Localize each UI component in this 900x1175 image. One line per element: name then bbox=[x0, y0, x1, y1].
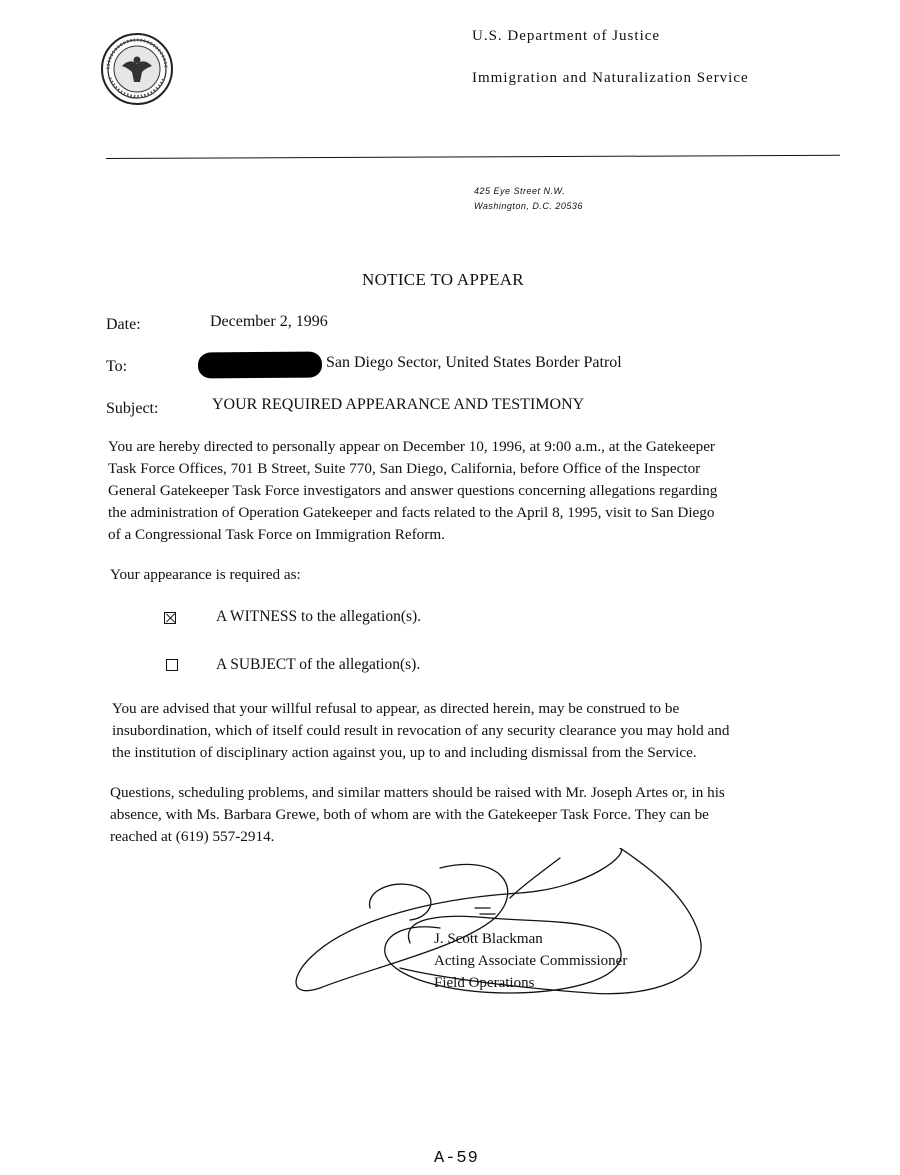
subject-value: YOUR REQUIRED APPEARANCE AND TESTIMONY bbox=[212, 396, 585, 413]
address-block bbox=[474, 184, 583, 214]
redaction-mark bbox=[198, 351, 322, 378]
signature-block bbox=[434, 928, 627, 994]
signatory-title: Acting Associate Commissioner bbox=[434, 953, 628, 969]
paragraph-line: the administration of Operation Gatekeeper and facts related to the April 8, 1995, visit to San Diego bbox=[108, 504, 715, 521]
department-name: U.S. Department of Justice bbox=[472, 28, 661, 44]
subject-option-label: A SUBJECT of the allegation(s). bbox=[216, 656, 421, 673]
advisory-paragraph bbox=[112, 698, 729, 764]
address-line-city: Washington, D.C. 20536 bbox=[474, 201, 583, 211]
address-line-street: 425 Eye Street N.W. bbox=[474, 186, 566, 196]
paragraph-line: reached at (619) 557-2914. bbox=[110, 828, 275, 845]
paragraph-line: You are advised that your willful refusal to appear, as directed herein, may be construed to be bbox=[112, 700, 680, 717]
paragraph-line: Questions, scheduling problems, and similar matters should be raised with Mr. Joseph Artes or, in his bbox=[110, 784, 725, 801]
date-value: December 2, 1996 bbox=[210, 313, 328, 330]
paragraph-line: General Gatekeeper Task Force investigators and answer questions concerning allegations regarding bbox=[108, 482, 718, 499]
appearance-intro: Your appearance is required as: bbox=[110, 566, 301, 583]
directive-paragraph bbox=[108, 436, 717, 546]
paragraph-line: Task Force Offices, 701 B Street, Suite 770, San Diego, California, before Office of the Inspector bbox=[108, 460, 701, 477]
witness-option-label: A WITNESS to the allegation(s). bbox=[216, 608, 422, 625]
page-number: A-59 bbox=[434, 1149, 479, 1168]
date-label: Date: bbox=[106, 316, 141, 333]
to-value: San Diego Sector, United States Border Patrol bbox=[326, 354, 622, 371]
paragraph-line: of a Congressional Task Force on Immigration Reform. bbox=[108, 526, 445, 543]
signatory-name: J. Scott Blackman bbox=[434, 931, 543, 947]
paragraph-line: You are hereby directed to personally appear on December 10, 1996, at 9:00 a.m., at the Gatekeeper bbox=[108, 438, 715, 455]
service-name: Immigration and Naturalization Service bbox=[472, 70, 749, 86]
doj-seal-logo bbox=[100, 32, 174, 106]
contact-paragraph bbox=[110, 782, 725, 848]
paragraph-line: insubordination, which of itself could result in revocation of any security clearance you may hold and bbox=[112, 722, 730, 739]
witness-checkbox bbox=[164, 612, 176, 624]
subject-checkbox bbox=[166, 659, 178, 671]
signatory-office: Field Operations bbox=[434, 975, 535, 991]
header-divider bbox=[106, 155, 840, 159]
document-title: NOTICE TO APPEAR bbox=[362, 270, 524, 289]
paragraph-line: the institution of disciplinary action against you, up to and including dismissal from the Service. bbox=[112, 744, 697, 761]
subject-label: Subject: bbox=[106, 400, 159, 417]
to-label: To: bbox=[106, 358, 128, 375]
paragraph-line: absence, with Ms. Barbara Grewe, both of whom are with the Gatekeeper Task Force. They can be bbox=[110, 806, 709, 823]
